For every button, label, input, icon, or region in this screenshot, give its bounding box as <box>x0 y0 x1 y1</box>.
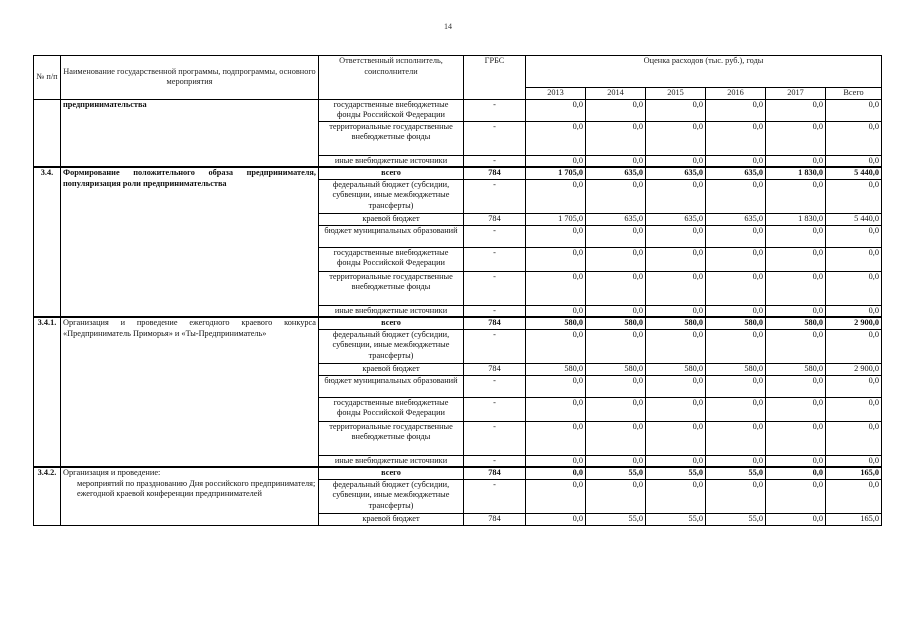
value-year: 0,0 <box>706 305 766 317</box>
value-total: 0,0 <box>826 397 882 421</box>
value-year: 0,0 <box>586 305 646 317</box>
value-total: 0,0 <box>826 271 882 305</box>
value-year: 635,0 <box>646 167 706 179</box>
value-year: 1 705,0 <box>526 213 586 225</box>
funding-source: иные внебюджетные источники <box>319 155 464 167</box>
value-year: 0,0 <box>586 397 646 421</box>
value-year: 0,0 <box>526 99 586 121</box>
value-year: 0,0 <box>706 375 766 397</box>
value-year: 580,0 <box>586 363 646 375</box>
value-year: 0,0 <box>646 397 706 421</box>
value-year: 0,0 <box>706 99 766 121</box>
value-year: 0,0 <box>586 121 646 155</box>
value-year: 55,0 <box>646 467 706 479</box>
funding-source: территориальные государственные внебюджетные фонды <box>319 121 464 155</box>
row-number: 3.4.1. <box>34 317 61 467</box>
header-year: 2015 <box>646 88 706 100</box>
grbs-code: 784 <box>464 363 526 375</box>
value-year: 0,0 <box>706 329 766 363</box>
value-year: 0,0 <box>766 99 826 121</box>
value-year: 0,0 <box>646 305 706 317</box>
header-year: 2017 <box>766 88 826 100</box>
grbs-code: - <box>464 421 526 455</box>
value-year: 580,0 <box>646 363 706 375</box>
grbs-code: - <box>464 329 526 363</box>
grbs-code: - <box>464 397 526 421</box>
measure-name: Формирование положительного образа предпринимателя, популяризация роли предпринимательства <box>61 167 319 317</box>
value-year: 0,0 <box>586 155 646 167</box>
source-total: всего <box>319 167 464 179</box>
value-year: 0,0 <box>586 179 646 213</box>
funding-source: государственные внебюджетные фонды Российской Федерации <box>319 247 464 271</box>
value-total: 0,0 <box>826 375 882 397</box>
value-total: 0,0 <box>826 329 882 363</box>
value-total: 0,0 <box>826 99 882 121</box>
value-year: 0,0 <box>586 225 646 247</box>
value-year: 1 705,0 <box>526 167 586 179</box>
measure-name: предпринимательства <box>61 99 319 167</box>
value-year: 0,0 <box>526 155 586 167</box>
value-year: 0,0 <box>586 421 646 455</box>
value-year: 55,0 <box>586 467 646 479</box>
value-year: 635,0 <box>706 213 766 225</box>
funding-source: территориальные государственные внебюджетные фонды <box>319 271 464 305</box>
value-year: 635,0 <box>706 167 766 179</box>
funding-source: иные внебюджетные источники <box>319 305 464 317</box>
funding-source: государственные внебюджетные фонды Российской Федерации <box>319 99 464 121</box>
funding-source: территориальные государственные внебюджетные фонды <box>319 421 464 455</box>
value-year: 0,0 <box>646 179 706 213</box>
funding-source: федеральный бюджет (субсидии, субвенции, иные межбюджетные трансферты) <box>319 179 464 213</box>
header-year: 2016 <box>706 88 766 100</box>
value-total: 0,0 <box>826 421 882 455</box>
value-year: 580,0 <box>766 317 826 329</box>
value-total: 0,0 <box>826 247 882 271</box>
value-year: 0,0 <box>526 305 586 317</box>
grbs-code: - <box>464 271 526 305</box>
value-year: 55,0 <box>706 513 766 525</box>
value-total: 0,0 <box>826 479 882 513</box>
row-number: 3.4.2. <box>34 467 61 525</box>
value-year: 1 830,0 <box>766 167 826 179</box>
grbs-code: - <box>464 179 526 213</box>
value-year: 0,0 <box>646 225 706 247</box>
value-year: 0,0 <box>766 225 826 247</box>
value-year: 0,0 <box>706 179 766 213</box>
value-year: 0,0 <box>706 421 766 455</box>
value-year: 0,0 <box>766 179 826 213</box>
funding-source: иные внебюджетные источники <box>319 455 464 467</box>
value-year: 0,0 <box>646 247 706 271</box>
header-num: № п/п <box>34 56 61 100</box>
value-year: 0,0 <box>646 455 706 467</box>
value-year: 0,0 <box>766 305 826 317</box>
value-year: 0,0 <box>646 121 706 155</box>
grbs-code: 784 <box>464 167 526 179</box>
value-year: 0,0 <box>766 513 826 525</box>
value-year: 0,0 <box>706 225 766 247</box>
value-year: 580,0 <box>646 317 706 329</box>
measure-name-line: мероприятий по празднованию Дня российского предпринимателя; <box>77 478 316 488</box>
table-row <box>34 99 882 121</box>
value-year: 635,0 <box>646 213 706 225</box>
value-year: 0,0 <box>766 455 826 467</box>
header-executor: Ответственный исполнитель, соисполнители <box>319 56 464 100</box>
value-year: 0,0 <box>766 271 826 305</box>
table-row <box>34 467 882 479</box>
header-name: Наименование государственной программы, подпрограммы, основного мероприятия <box>61 56 319 100</box>
value-year: 0,0 <box>706 479 766 513</box>
value-year: 55,0 <box>706 467 766 479</box>
grbs-code: - <box>464 455 526 467</box>
value-year: 55,0 <box>646 513 706 525</box>
value-year: 635,0 <box>586 167 646 179</box>
value-year: 55,0 <box>586 513 646 525</box>
value-year: 0,0 <box>646 155 706 167</box>
grbs-code: - <box>464 305 526 317</box>
grbs-code: 784 <box>464 467 526 479</box>
value-year: 0,0 <box>526 247 586 271</box>
value-year: 580,0 <box>526 363 586 375</box>
value-year: 580,0 <box>766 363 826 375</box>
header-total: Всего <box>826 88 882 100</box>
table-header <box>34 56 882 100</box>
measure-name <box>61 467 319 525</box>
value-year: 0,0 <box>526 179 586 213</box>
value-year: 0,0 <box>646 271 706 305</box>
value-total: 0,0 <box>826 305 882 317</box>
measure-name: Организация и проведение ежегодного краевого конкурса «Предприниматель Приморья» и «Ты-Предприниматель» <box>61 317 319 467</box>
value-total: 2 900,0 <box>826 363 882 375</box>
value-total: 0,0 <box>826 155 882 167</box>
header-grbs: ГРБС <box>464 56 526 100</box>
value-year: 580,0 <box>586 317 646 329</box>
value-year: 0,0 <box>706 247 766 271</box>
table-row <box>34 317 882 329</box>
funding-source: государственные внебюджетные фонды Российской Федерации <box>319 397 464 421</box>
value-year: 0,0 <box>766 247 826 271</box>
expenditure-table <box>33 55 882 526</box>
value-year: 0,0 <box>706 455 766 467</box>
value-year: 1 830,0 <box>766 213 826 225</box>
page-number: 14 <box>444 22 452 31</box>
funding-source: краевой бюджет <box>319 213 464 225</box>
funding-source: бюджет муниципальных образований <box>319 375 464 397</box>
value-year: 0,0 <box>526 225 586 247</box>
value-year: 0,0 <box>526 467 586 479</box>
value-year: 0,0 <box>586 329 646 363</box>
table-row <box>34 167 882 179</box>
value-year: 0,0 <box>586 247 646 271</box>
funding-source: федеральный бюджет (субсидии, субвенции, иные межбюджетные трансферты) <box>319 479 464 513</box>
value-year: 0,0 <box>646 421 706 455</box>
header-year: 2013 <box>526 88 586 100</box>
grbs-code: - <box>464 247 526 271</box>
value-total: 165,0 <box>826 467 882 479</box>
grbs-code: - <box>464 479 526 513</box>
value-year: 635,0 <box>586 213 646 225</box>
value-year: 0,0 <box>586 455 646 467</box>
value-year: 0,0 <box>526 121 586 155</box>
value-year: 0,0 <box>766 467 826 479</box>
value-year: 0,0 <box>646 479 706 513</box>
value-year: 580,0 <box>526 317 586 329</box>
value-year: 0,0 <box>706 271 766 305</box>
funding-source: бюджет муниципальных образований <box>319 225 464 247</box>
value-year: 0,0 <box>766 397 826 421</box>
value-year: 0,0 <box>526 375 586 397</box>
value-year: 0,0 <box>766 121 826 155</box>
value-year: 0,0 <box>766 421 826 455</box>
value-year: 0,0 <box>646 99 706 121</box>
grbs-code: 784 <box>464 513 526 525</box>
value-year: 0,0 <box>526 329 586 363</box>
grbs-code: - <box>464 375 526 397</box>
funding-source: федеральный бюджет (субсидии, субвенции, иные межбюджетные трансферты) <box>319 329 464 363</box>
grbs-code: - <box>464 225 526 247</box>
value-year: 0,0 <box>646 329 706 363</box>
row-number <box>34 99 61 167</box>
value-year: 0,0 <box>526 455 586 467</box>
funding-source: краевой бюджет <box>319 363 464 375</box>
value-total: 0,0 <box>826 121 882 155</box>
funding-source: краевой бюджет <box>319 513 464 525</box>
value-total: 2 900,0 <box>826 317 882 329</box>
grbs-code: - <box>464 155 526 167</box>
value-year: 0,0 <box>526 513 586 525</box>
value-year: 0,0 <box>586 375 646 397</box>
value-total: 5 440,0 <box>826 167 882 179</box>
measure-name-line: Организация и проведение: <box>63 468 161 477</box>
grbs-code: 784 <box>464 317 526 329</box>
value-total: 0,0 <box>826 225 882 247</box>
value-year: 0,0 <box>766 375 826 397</box>
header-year: 2014 <box>586 88 646 100</box>
header-costs: Оценка расходов (тыс. руб.), годы <box>526 56 882 88</box>
value-year: 580,0 <box>706 317 766 329</box>
value-total: 165,0 <box>826 513 882 525</box>
value-year: 0,0 <box>526 271 586 305</box>
value-total: 0,0 <box>826 179 882 213</box>
grbs-code: 784 <box>464 213 526 225</box>
value-total: 0,0 <box>826 455 882 467</box>
value-year: 0,0 <box>766 479 826 513</box>
value-year: 0,0 <box>766 155 826 167</box>
value-year: 0,0 <box>766 329 826 363</box>
value-year: 0,0 <box>526 397 586 421</box>
value-year: 0,0 <box>586 271 646 305</box>
value-year: 0,0 <box>586 99 646 121</box>
value-year: 0,0 <box>706 155 766 167</box>
value-total: 5 440,0 <box>826 213 882 225</box>
value-year: 0,0 <box>526 479 586 513</box>
value-year: 0,0 <box>706 397 766 421</box>
value-year: 580,0 <box>706 363 766 375</box>
value-year: 0,0 <box>586 479 646 513</box>
table-body <box>34 99 882 525</box>
value-year: 0,0 <box>706 121 766 155</box>
row-number: 3.4. <box>34 167 61 317</box>
measure-name-line: ежегодной краевой конференции предпринимателей <box>77 489 262 498</box>
grbs-code: - <box>464 121 526 155</box>
value-year: 0,0 <box>526 421 586 455</box>
source-total: всего <box>319 317 464 329</box>
value-year: 0,0 <box>646 375 706 397</box>
source-total: всего <box>319 467 464 479</box>
grbs-code: - <box>464 99 526 121</box>
